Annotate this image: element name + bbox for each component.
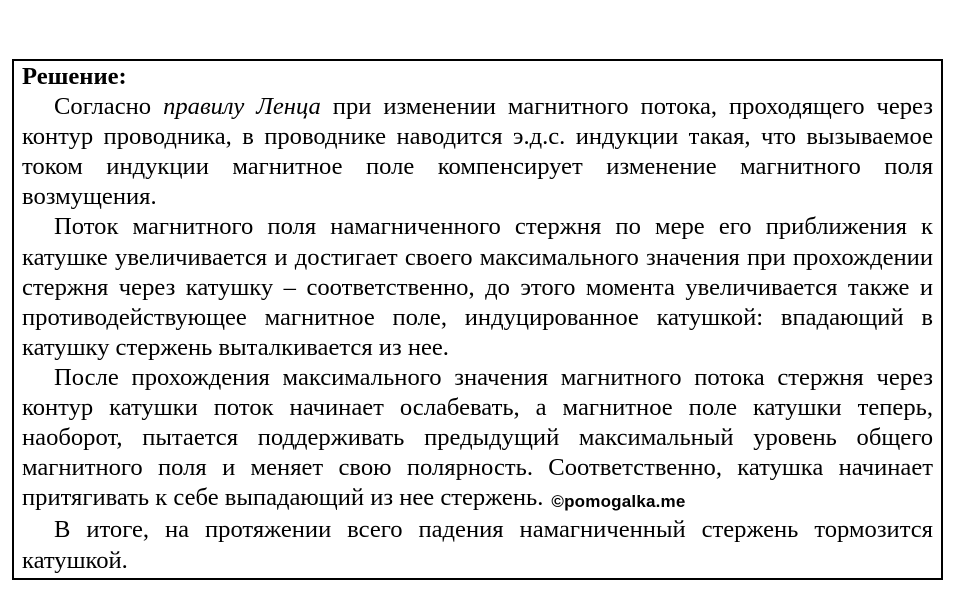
paragraph-lenz-rule-rest: при изменении магнитного потока, проходящего через контур проводника, в проводнике наводится э.д.с. индукции такая, что вызываемое током индукции магнитное поле компенсирует изменение магнитного поля возмущения. bbox=[22, 93, 933, 211]
paragraph-lenz-rule-start: Согласно bbox=[54, 93, 164, 121]
paragraph-approach: Поток магнитного поля намагниченного стержня по мере его приближения к катушке увеличивается и достигает своего максимального значения при прохождении стержня через катушку – соответственно, до этого момента увеличивается также и противодействующее магнитное поле, индуцированное катушкой: впадающий в катушку стержень выталкивается из нее. bbox=[22, 213, 933, 361]
solution-box bbox=[12, 59, 943, 580]
paragraph-conclusion: В итоге, на протяжении всего падения намагниченный стержень тормозится катушкой. bbox=[22, 516, 933, 574]
solution-heading: Решение: bbox=[22, 63, 127, 90]
paragraph-departure-text: После прохождения максимального значения магнитного потока стержня через контур катушки поток начинает ослабевать, а магнитное поле катушки теперь, наоборот, пытается поддерживать предыдущий максимальный уровень общего магнитного поля и меняет свою полярность. Соответственно, катушка начинает притягивать к себе выпадающий из нее стержень. bbox=[22, 363, 933, 512]
paragraph-lenz-rule bbox=[22, 92, 933, 212]
lenz-rule-term: правилу Ленца bbox=[163, 93, 321, 121]
watermark-text: ©pomogalka.me bbox=[551, 492, 686, 512]
paragraph-departure bbox=[22, 363, 933, 515]
